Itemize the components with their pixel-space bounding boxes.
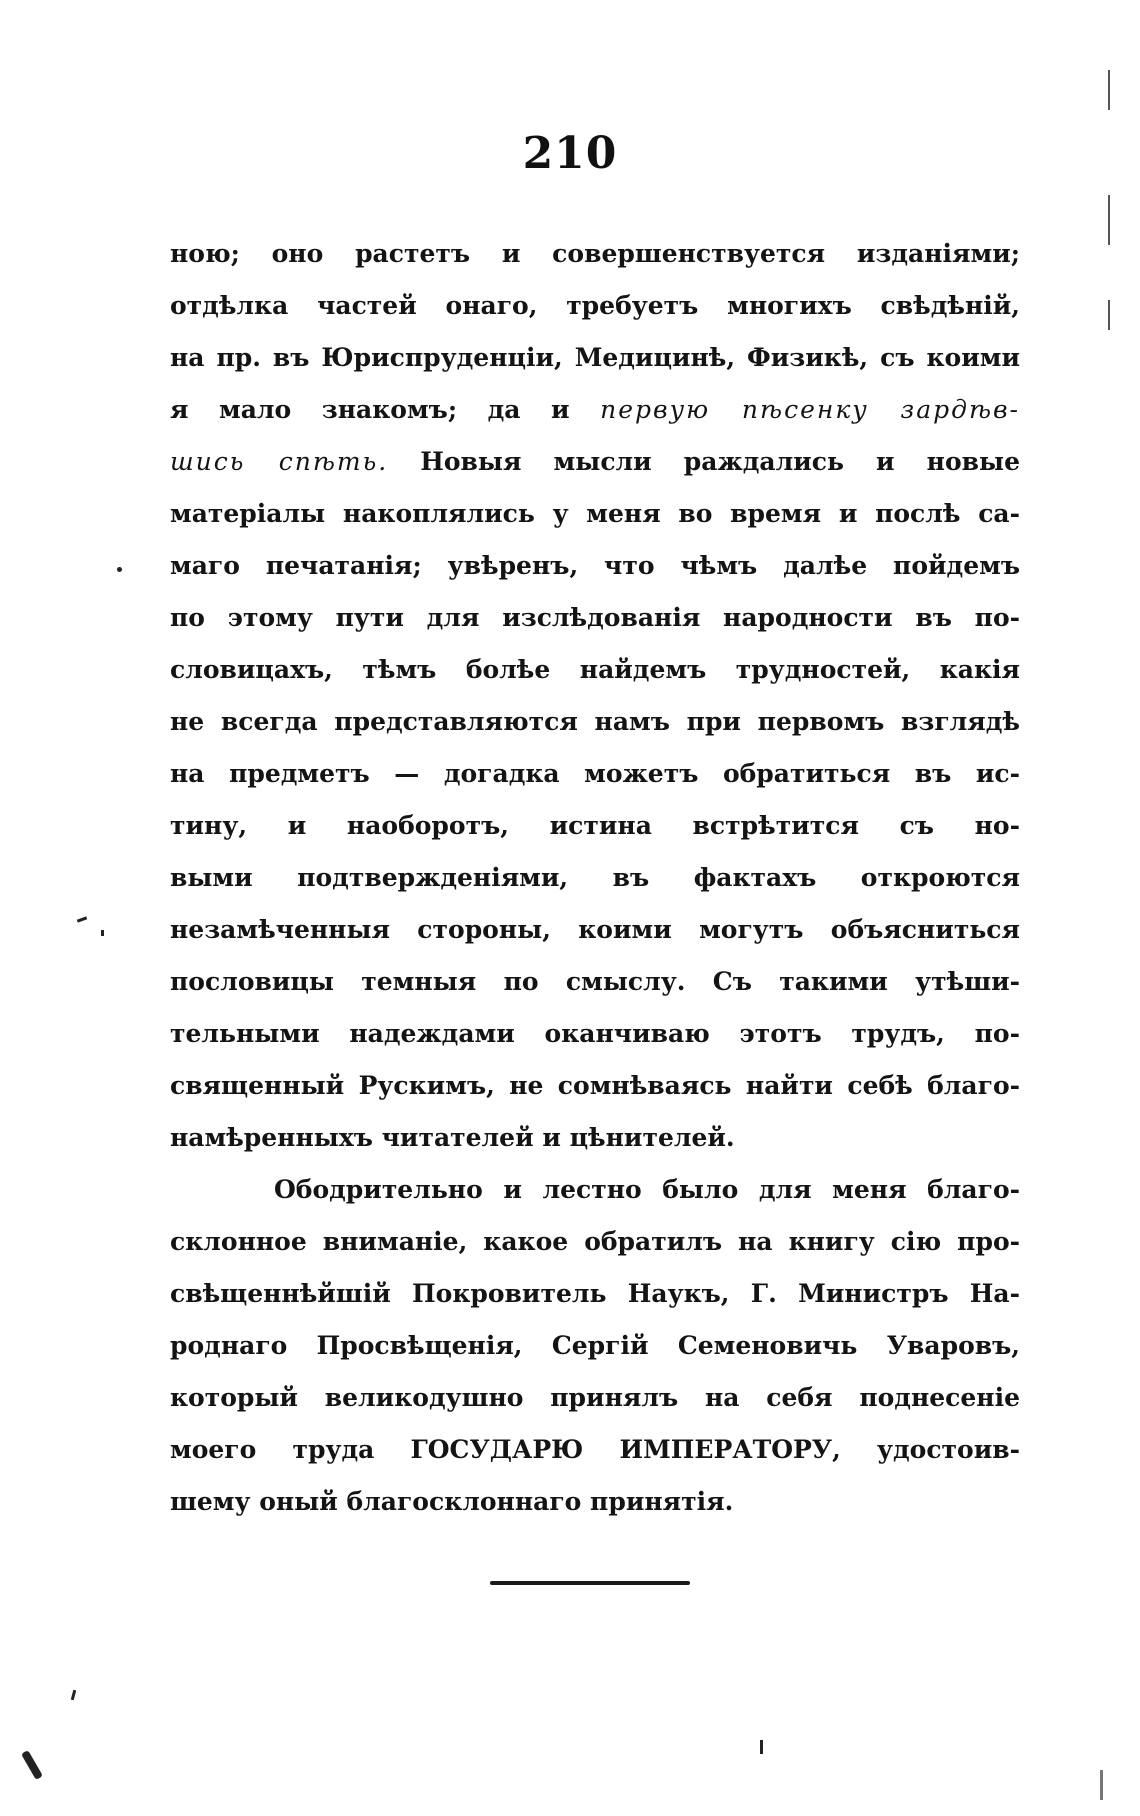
text-line: незамѣченныя стороны, коими могутъ объясниться — [170, 915, 1020, 944]
text-line: матеріалы накоплялись у меня во время и послѣ са- — [170, 499, 1020, 528]
text-segment: Новыя мысли раждались и новые — [420, 447, 1020, 476]
scan-speck — [21, 1750, 43, 1780]
text-line: ною; оно растетъ и совершенствуется изданіями; — [170, 239, 1020, 268]
italic-quote: первую пѣсенку зардѣв- — [600, 395, 1020, 424]
text-line: свѣщеннѣйшій Покровитель Наукъ, Г. Министръ На- — [170, 1279, 1020, 1308]
text-line: намѣренныхъ читателей и цѣнителей. — [170, 1123, 735, 1152]
scan-speck — [117, 567, 122, 572]
end-rule — [490, 1581, 690, 1585]
text-line-with-italic — [170, 384, 1020, 436]
text-line: по этому пути для изслѣдованія народности въ по- — [170, 603, 1020, 632]
text-line: моего труда ГОСУДАРЮ ИМПЕРАТОРУ, удостоив- — [170, 1435, 1020, 1464]
text-line: пословицы темныя по смыслу. Съ такими утѣши- — [170, 967, 1020, 996]
scan-speck — [71, 1690, 76, 1700]
scan-margin-line — [1108, 300, 1110, 330]
text-line: маго печатанія; увѣренъ, что чѣмъ далѣе пойдемъ — [170, 551, 1020, 580]
text-line: шему оный благосклоннаго принятія. — [170, 1487, 734, 1516]
text-line: не всегда представляются намъ при первомъ взглядѣ — [170, 707, 1020, 736]
text-line-with-italic — [170, 436, 1020, 488]
text-line: на пр. въ Юриспруденціи, Медицинѣ, Физикѣ, съ коими — [170, 343, 1020, 372]
text-line: тину, и наоборотъ, истина встрѣтится съ но- — [170, 811, 1020, 840]
text-line: на предметъ — догадка можетъ обратиться въ ис- — [170, 759, 1020, 788]
text-line: словицахъ, тѣмъ болѣе найдемъ трудностей, какія — [170, 655, 1020, 684]
scan-margin-line — [1108, 70, 1110, 110]
paragraph-2 — [170, 1164, 1020, 1528]
scan-margin-line — [1108, 195, 1110, 245]
text-line: Ободрительно и лестно было для меня благо- — [274, 1175, 1020, 1204]
text-line: отдѣлка частей онаго, требуетъ многихъ свѣдѣній, — [170, 291, 1020, 320]
text-line: тельными надеждами оканчиваю этотъ трудъ, по- — [170, 1019, 1020, 1048]
italic-quote-end: шись спѣть. — [170, 447, 389, 476]
page-number: 210 — [522, 128, 618, 179]
text-line: выми подтвержденіями, въ фактахъ откроются — [170, 863, 1020, 892]
text-segment: я мало знакомъ; да и — [170, 395, 570, 424]
scan-margin-line — [1100, 1770, 1103, 1800]
scan-speck — [101, 930, 104, 936]
text-line: который великодушно принялъ на себя поднесеніе — [170, 1383, 1020, 1412]
scan-speck — [77, 916, 87, 922]
body-text — [170, 228, 1020, 1528]
paragraph-1 — [170, 228, 1020, 1164]
scan-speck — [760, 1740, 763, 1754]
text-line: священный Рускимъ, не сомнѣваясь найти себѣ благо- — [170, 1071, 1020, 1100]
text-line: роднаго Просвѣщенія, Сергій Семеновичь Уваровъ, — [170, 1331, 1020, 1360]
text-line: склонное вниманіе, какое обратилъ на книгу сію про- — [170, 1227, 1020, 1256]
